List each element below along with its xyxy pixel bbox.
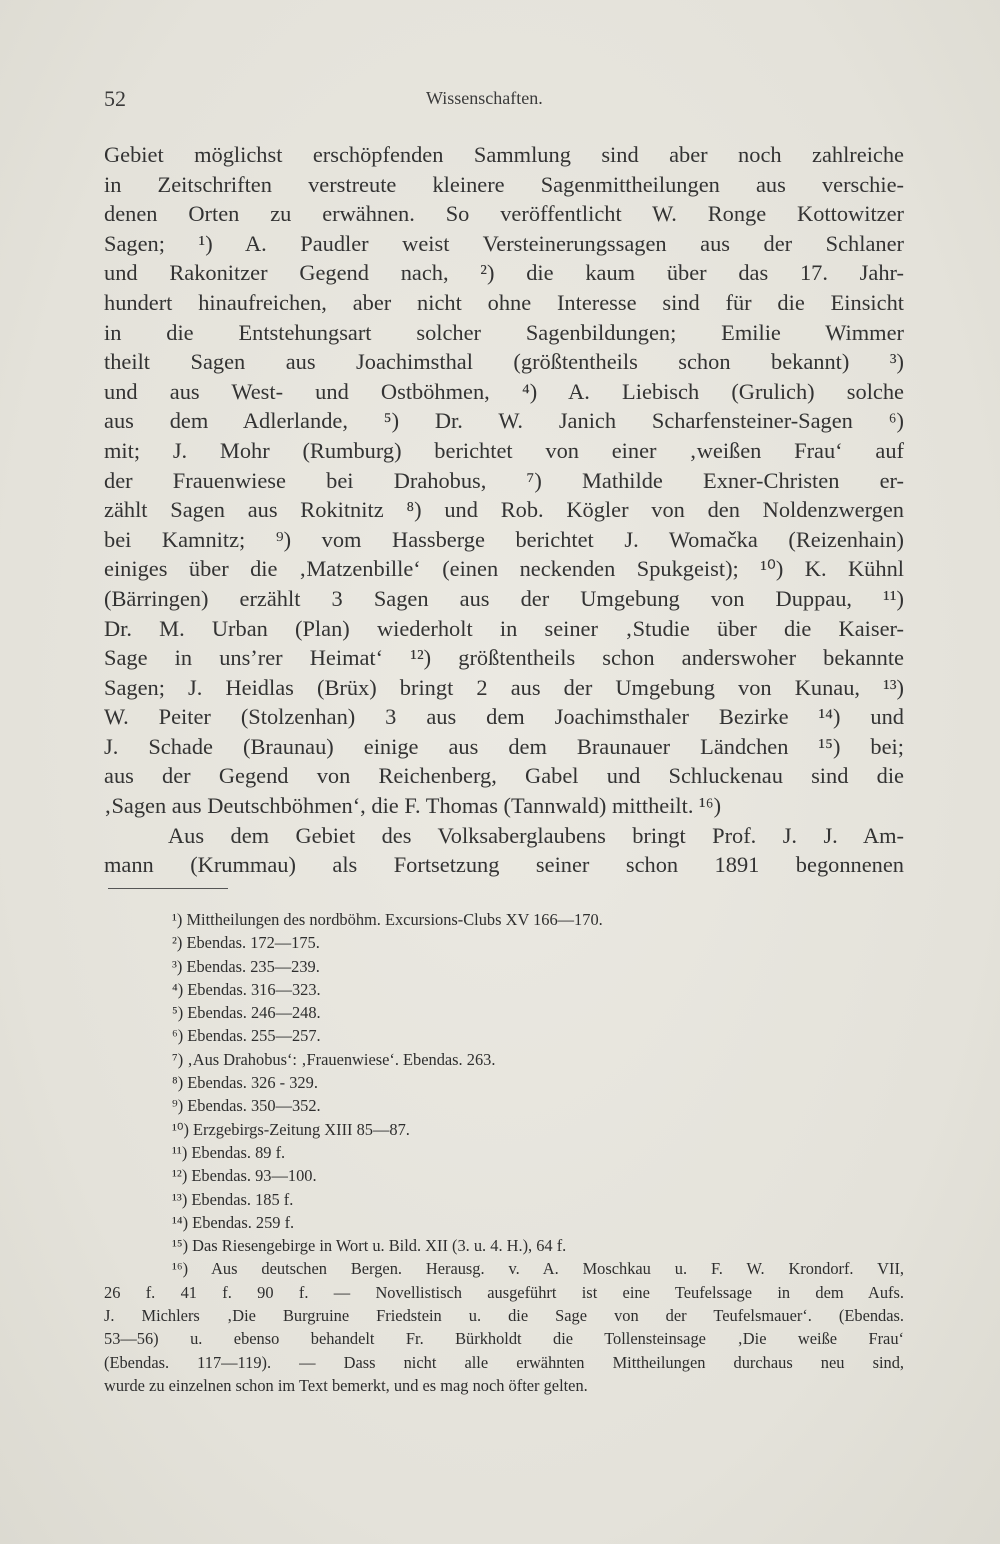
footnote-rule (108, 888, 228, 889)
text-line: Dr. M. Urban (Plan) wiederholt in seiner ‚Studie über die Kaiser- (104, 615, 904, 641)
text-line: in die Entstehungsart solcher Sagenbildungen; Emilie Wimmer (104, 319, 904, 345)
text-line: ‚Sagen aus Deutschböhmen‘, die F. Thomas (Tannwald) mittheilt. ¹⁶) (104, 793, 722, 819)
text-line: W. Peiter (Stolzenhan) 3 aus dem Joachimsthaler Bezirke ¹⁴) und (104, 704, 904, 730)
footnote-16-line: 26 f. 41 f. 90 f. — Novellistisch ausgeführt ist eine Teufelssage in dem Aufs. (104, 1282, 904, 1302)
text-line: und Rakonitzer Gegend nach, ²) die kaum über das 17. Jahr- (104, 260, 904, 286)
footnote: ⁷) ‚Aus Drahobus‘: ‚Frauenwiese‘. Ebendas. 263. (172, 1049, 496, 1069)
footnote: ⁸) Ebendas. 326 - 329. (172, 1073, 318, 1093)
footnote-16-line: (Ebendas. 117—119). — Dass nicht alle erwähnten Mittheilungen durchaus neu sind, (104, 1352, 904, 1372)
footnote: ¹⁴) Ebendas. 259 f. (172, 1212, 295, 1232)
text-line: hundert hinaufreichen, aber nicht ohne Interesse sind für die Einsicht (104, 289, 904, 315)
text-line: einiges über die ‚Matzenbille‘ (einen neckenden Spukgeist); ¹⁰) K. Kühnl (104, 556, 904, 582)
text-line: J. Schade (Braunau) einige aus dem Braunauer Ländchen ¹⁵) bei; (104, 733, 904, 759)
footnote: ¹⁵) Das Riesengebirge in Wort u. Bild. XII (3. u. 4. H.), 64 f. (172, 1236, 567, 1256)
text-line: mit; J. Mohr (Rumburg) berichtet von einer ‚weißen Frau‘ auf (104, 437, 904, 463)
text-line-indented: Aus dem Gebiet des Volksaberglaubens bringt Prof. J. J. Am- (168, 822, 904, 848)
text-line: (Bärringen) erzählt 3 Sagen aus der Umgebung von Duppau, ¹¹) (104, 585, 904, 611)
footnote-16-line: wurde zu einzelnen schon im Text bemerkt, und es mag noch öfter gelten. (104, 1375, 588, 1395)
text-line: zählt Sagen aus Rokitnitz ⁸) und Rob. Kögler von den Noldenzwergen (104, 497, 904, 523)
text-line: und aus West- und Ostböhmen, ⁴) A. Liebisch (Grulich) solche (104, 378, 904, 404)
footnote: ¹²) Ebendas. 93—100. (172, 1166, 317, 1186)
text-line: Sagen; ¹) A. Paudler weist Versteinerungssagen aus der Schlaner (104, 230, 904, 256)
page-number: 52 (104, 86, 126, 111)
footnote: ⁵) Ebendas. 246—248. (172, 1003, 321, 1023)
text-line: denen Orten zu erwähnen. So veröffentlicht W. Ronge Kottowitzer (104, 201, 904, 227)
text-line: aus der Gegend von Reichenberg, Gabel und Schluckenau sind die (104, 763, 904, 789)
running-title: Wissenschaften. (426, 88, 543, 108)
footnotes (104, 908, 904, 1397)
footnote: ²) Ebendas. 172—175. (172, 933, 320, 953)
footnote-16-line: ¹⁶) Aus deutschen Bergen. Herausg. v. A. Moschkau u. F. W. Krondorf. VII, (172, 1259, 904, 1279)
text-line: Sagen; J. Heidlas (Brüx) bringt 2 aus der Umgebung von Kunau, ¹³) (104, 674, 904, 700)
footnote: ⁹) Ebendas. 350—352. (172, 1096, 321, 1116)
text-line: mann (Krummau) als Fortsetzung seiner schon 1891 begonnenen (104, 852, 904, 878)
running-head (104, 86, 904, 116)
text-line: bei Kamnitz; ⁹) vom Hassberge berichtet J. Womačka (Reizenhain) (104, 526, 904, 552)
text-line: in Zeitschriften verstreute kleinere Sagenmittheilungen aus verschie- (104, 171, 904, 197)
text-line: der Frauenwiese bei Drahobus, ⁷) Mathilde Exner-Christen er- (104, 467, 904, 493)
footnote: ¹⁰) Erzgebirgs-Zeitung XIII 85—87. (172, 1119, 410, 1139)
text-line: Gebiet möglichst erschöpfenden Sammlung sind aber noch zahlreiche (104, 142, 904, 167)
footnote: ⁴) Ebendas. 316—323. (172, 979, 321, 999)
text-line: theilt Sagen aus Joachimsthal (größtentheils schon bekannt) ³) (104, 349, 904, 375)
footnote: ³) Ebendas. 235—239. (172, 956, 320, 976)
text-line: aus dem Adlerlande, ⁵) Dr. W. Janich Scharfensteiner-Sagen ⁶) (104, 408, 904, 434)
footnote: ¹) Mittheilungen des nordböhm. Excursions-Clubs XV 166—170. (172, 910, 603, 929)
footnote: ⁶) Ebendas. 255—257. (172, 1026, 321, 1046)
footnote: ¹³) Ebendas. 185 f. (172, 1189, 294, 1209)
footnote: ¹¹) Ebendas. 89 f. (172, 1142, 286, 1162)
text-line: Sage in uns’rer Heimat‘ ¹²) größtentheils schon anderswoher bekannte (104, 645, 904, 671)
body-text (104, 140, 904, 880)
footnote-16-line: J. Michlers ‚Die Burgruine Friedstein u. die Sage von der Teufelsmauer‘. (Ebendas. (104, 1306, 904, 1326)
footnote-16-line: 53—56) u. ebenso behandelt Fr. Bürkholdt die Tollensteinsage ‚Die weiße Frau‘ (104, 1329, 904, 1349)
